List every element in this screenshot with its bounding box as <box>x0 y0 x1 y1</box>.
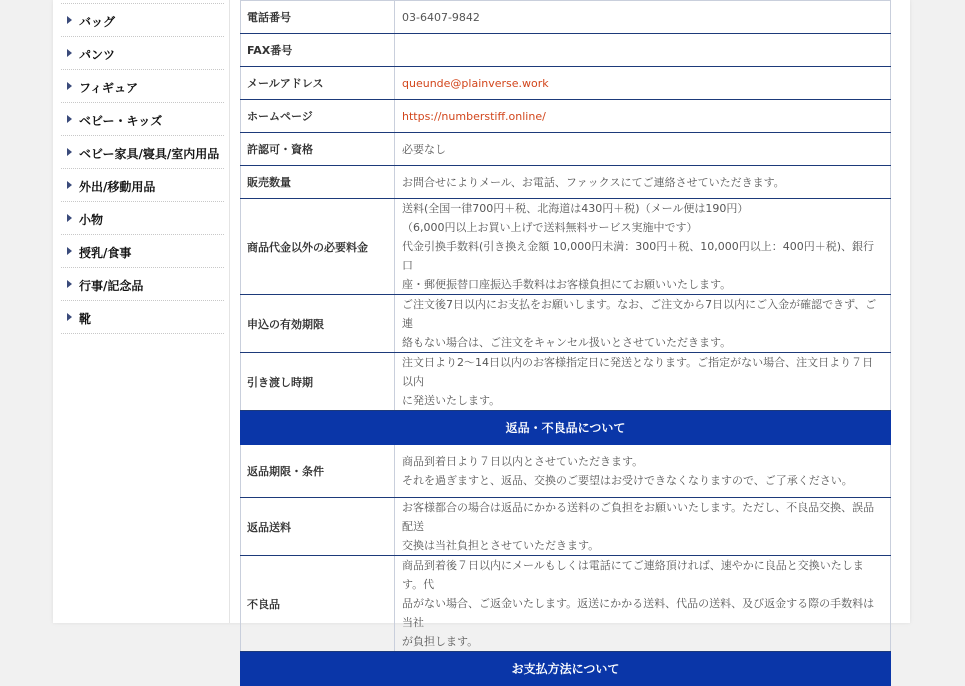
text-line: が負担します。 <box>402 635 479 648</box>
sidebar-item-label: 靴 <box>79 312 92 327</box>
triangle-bullet-icon <box>67 82 72 90</box>
quantity-value: お問合せによりメール、お電話、ファックスにてご連絡させていただきます。 <box>395 166 891 199</box>
defective-value <box>395 556 891 652</box>
returns-section-title: 返品・不良品について <box>241 411 891 445</box>
row-label: 申込の有効期限 <box>241 295 395 353</box>
email-link[interactable]: queunde@plainverse.work <box>402 76 549 90</box>
sidebar-item-accessories[interactable] <box>61 202 224 235</box>
row-label: 不良品 <box>241 556 395 652</box>
sidebar-item-shoes[interactable] <box>61 301 224 334</box>
section-header-row <box>241 652 891 686</box>
row-label: FAX番号 <box>241 34 395 67</box>
sidebar-item-baby-kids[interactable] <box>61 103 224 136</box>
triangle-bullet-icon <box>67 148 72 156</box>
shop-info-table <box>240 0 891 686</box>
table-row <box>241 445 891 498</box>
triangle-bullet-icon <box>67 280 72 288</box>
row-label: 返品期限・条件 <box>241 445 395 498</box>
row-label: メールアドレス <box>241 67 395 100</box>
sidebar-item-label: 行事/記念品 <box>79 279 144 294</box>
table-row <box>241 133 891 166</box>
return-terms-value <box>395 445 891 498</box>
text-line: 送料(全国一律700円＋税、北海道は430円＋税)（メール便は190円） <box>402 202 749 215</box>
table-row <box>241 498 891 556</box>
text-line: それを過ぎますと、返品、交換のご要望はお受けできなくなりますので、ご了承ください。 <box>402 474 853 487</box>
row-label: 引き渡し時期 <box>241 353 395 411</box>
fees-value <box>395 199 891 295</box>
text-line: 商品到着日より７日以内とさせていただきます。 <box>402 455 644 468</box>
table-row <box>241 353 891 411</box>
sidebar-item-label: フィギュア <box>79 81 139 96</box>
table-row <box>241 556 891 652</box>
triangle-bullet-icon <box>67 214 72 222</box>
table-row <box>241 295 891 353</box>
text-line: 座・郵便振替口座振込手数料はお客様負担にてお願いいたします。 <box>402 278 732 291</box>
triangle-bullet-icon <box>67 313 72 321</box>
sidebar-item-events[interactable] <box>61 268 224 301</box>
text-line: ご注文後7日以内にお支払をお願いします。なお、ご注文から7日以内にご入金が確認できず、ご連 <box>402 298 877 330</box>
license-value: 必要なし <box>395 133 891 166</box>
sidebar-item-pants[interactable] <box>61 37 224 70</box>
delivery-value <box>395 353 891 411</box>
category-sidebar <box>61 0 224 334</box>
sidebar-item-feeding[interactable] <box>61 235 224 268</box>
table-row <box>241 100 891 133</box>
sidebar-item-label: ベビー家具/寝具/室内用品 <box>79 147 220 162</box>
triangle-bullet-icon <box>67 49 72 57</box>
table-row <box>241 199 891 295</box>
table-row <box>241 34 891 67</box>
page-container <box>53 0 910 676</box>
sidebar-item-bag[interactable] <box>61 4 224 37</box>
text-line: 絡もない場合は、ご注文をキャンセル扱いとさせていただきます。 <box>402 336 732 349</box>
text-line: 品がない場合、ご返金いたします。返送にかかる送料、代品の送料、及び返金する際の手数料は当社 <box>402 597 875 629</box>
payment-section-title: お支払方法について <box>241 652 891 686</box>
row-label: 返品送料 <box>241 498 395 556</box>
sidebar-item-label: バッグ <box>79 15 116 30</box>
row-label: 電話番号 <box>241 1 395 34</box>
text-line: 代金引換手数料(引き換え金額 10,000円未満：300円＋税、10,000円以上：400円＋税)、銀行口 <box>402 240 875 272</box>
row-label: 販売数量 <box>241 166 395 199</box>
email-cell <box>395 67 891 100</box>
text-line: お客様都合の場合は返品にかかる送料のご負担をお願いいたします。ただし、不良品交換、誤品配送 <box>402 501 875 533</box>
sidebar-item-figure[interactable] <box>61 70 224 103</box>
sidebar-item-label: ベビー・キッズ <box>79 114 163 129</box>
triangle-bullet-icon <box>67 181 72 189</box>
table-row <box>241 1 891 34</box>
return-shipping-value <box>395 498 891 556</box>
sidebar-item-label: パンツ <box>79 48 116 63</box>
phone-value: 03-6407-9842 <box>395 1 891 34</box>
homepage-cell <box>395 100 891 133</box>
table-row <box>241 67 891 100</box>
row-label: 許認可・資格 <box>241 133 395 166</box>
text-line: 商品到着後７日以内にメールもしくは電話にてご連絡頂ければ、速やかに良品と交換いたします。代 <box>402 559 864 591</box>
fax-value <box>395 34 891 67</box>
text-line: 注文日より2〜14日以内のお客様指定日に発送となります。ご指定がない場合、注文日より７日以内 <box>402 356 874 388</box>
column-divider <box>229 0 230 623</box>
table-row <box>241 166 891 199</box>
sidebar-item-outing[interactable] <box>61 169 224 202</box>
text-line: に発送いたします。 <box>402 394 501 407</box>
triangle-bullet-icon <box>67 115 72 123</box>
row-label: ホームページ <box>241 100 395 133</box>
row-label: 商品代金以外の必要料金 <box>241 199 395 295</box>
sidebar-item-label: 授乳/食事 <box>79 246 132 261</box>
deadline-value <box>395 295 891 353</box>
triangle-bullet-icon <box>67 247 72 255</box>
sidebar-item-label: 外出/移動用品 <box>79 180 156 195</box>
text-line: （6,000円以上お買い上げで送料無料サービス実施中です） <box>402 221 698 234</box>
text-line: 交換は当社負担とさせていただきます。 <box>402 539 600 552</box>
sidebar-item-baby-furniture[interactable] <box>61 136 224 169</box>
triangle-bullet-icon <box>67 16 72 24</box>
homepage-link[interactable]: https://numberstiff.online/ <box>402 109 546 123</box>
sidebar-item-label: 小物 <box>79 213 104 228</box>
section-header-row <box>241 411 891 445</box>
